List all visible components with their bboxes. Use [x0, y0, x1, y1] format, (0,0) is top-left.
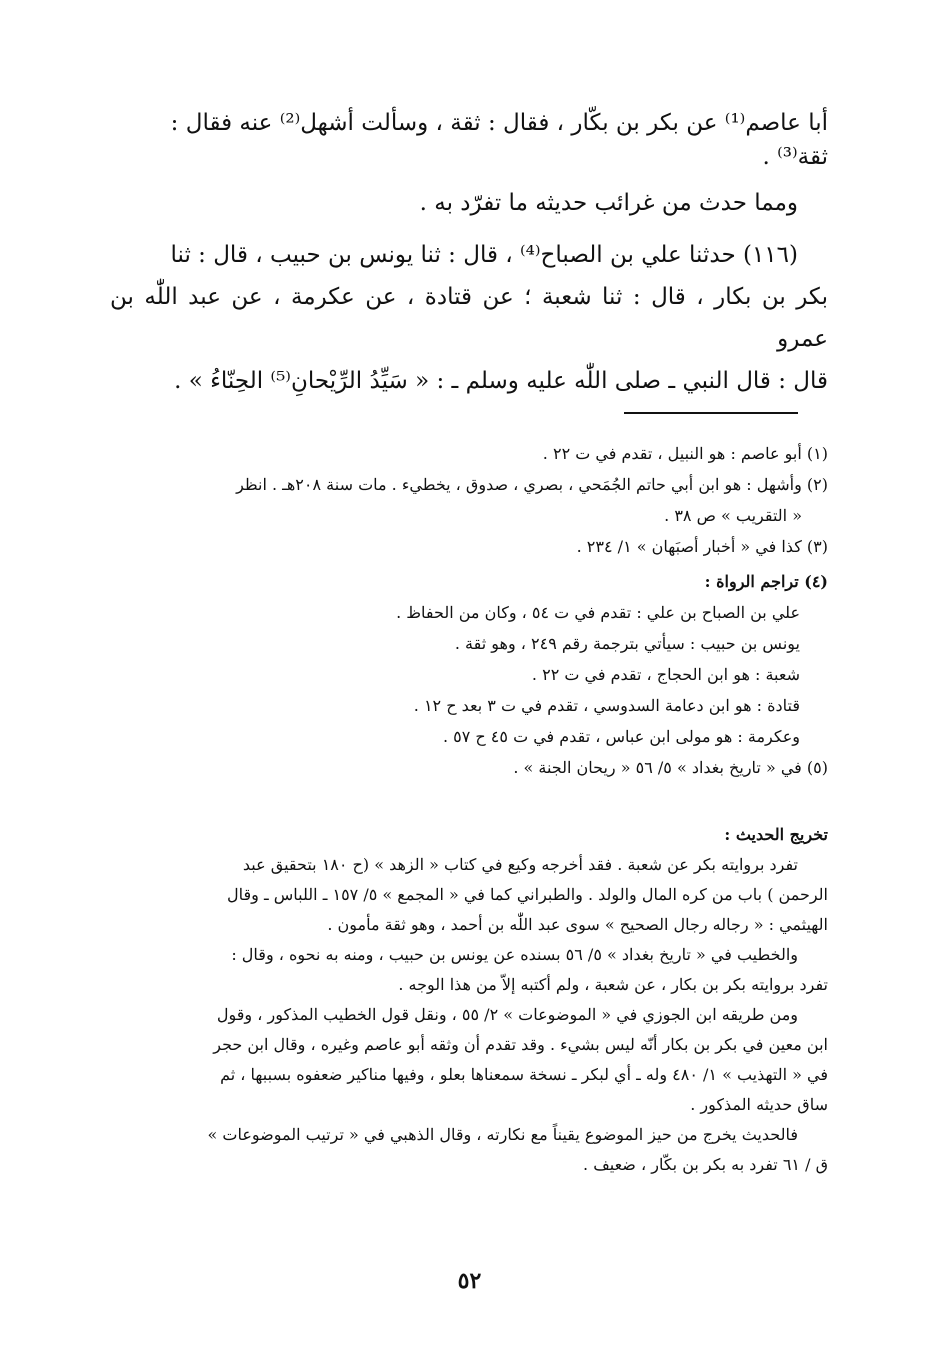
footnote-3: (٣) كذا في « أخبار أصبَهان » ١/ ٢٣٤ . [576, 537, 828, 556]
hadith-line: بكر بن بكار ، قال : ثنا شعبة ؛ عن قتادة ، عن عكرمة ، عن عبد اللّٰه بن عمرو [110, 284, 828, 352]
footnote-4: (٤) تراجم الرواة : [704, 572, 828, 591]
takhrij-section [110, 820, 828, 1180]
footnote-2: (٢) وأشهل : هو ابن أبي حاتم الجُمَحي ، بصري ، صدوق ، يخطيء . مات سنة ٢٠٨هـ . انظر [236, 475, 828, 494]
takhrij-line: في « التهذيب » ١/ ٤٨٠ وله ـ أي لبكر ـ نسخة سمعناها بعلو ، وفيها مناكير ضعفوه بسببها ، ثم [220, 1065, 828, 1084]
page-number: ٥٢ [457, 1268, 482, 1294]
rawi-line: وعكرمة : هو مولى ابن عباس ، تقدم في ت ٤٥ ح ٥٧ . [442, 727, 800, 746]
rawi-line: يونس بن حبيب : سيأتي بترجمة رقم ٢٤٩ ، وهو ثقة . [454, 634, 800, 653]
footnote-2-cont: « التقريب » ص ٣٨ . [664, 506, 802, 525]
footnote-divider [624, 412, 798, 414]
takhrij-line: تفرد بروايته بكر عن شعبة . فقد أخرجه وكيع في كتاب « الزهد » (ح ١٨٠ بتحقيق عبد [242, 855, 798, 874]
takhrij-line: تفرد بروايته بكر بن بكار ، عن شعبة ، ولم أكتبه إلاّ من هذا الوجه . [398, 975, 828, 994]
takhrij-heading: تخريج الحديث : [724, 825, 828, 844]
hadith-line: (١١٦) حدثنا علي بن الصباح⁽⁴⁾ ، قال : ثنا يونس بن حبيب ، قال : ثنا [170, 242, 798, 268]
main-line: أبا عاصم⁽¹⁾ عن بكر بن بكّار ، فقال : ثقة ، وسألت أشهل⁽²⁾ عنه فقال : [170, 110, 828, 136]
takhrij-line: ابن معين في بكر بن بكار أنّه ليس بشيء . وقد تقدم أن وثقه أبو عاصم وغيره ، وقال ابن حجر [213, 1035, 828, 1054]
main-line: ومما حدث من غرائب حديثه ما تفرّد به . [419, 190, 798, 216]
takhrij-line: فالحديث يخرج من حيز الموضوع يقيناً مع نكارته ، وقال الذهبي في « ترتيب الموضوعات » [207, 1125, 798, 1144]
footnote-1: (١) أبو عاصم : هو النبيل ، تقدم في ت ٢٢ . [542, 444, 828, 463]
takhrij-line: الرحمن ) باب من كره المال والولد . والطبراني كما في « المجمع » ٥/ ١٥٧ ـ اللباس ـ وقال [227, 885, 828, 904]
hadith-line: قال : قال النبي ـ صلى اللّٰه عليه وسلم ـ : « سَيِّدُ الرِّيْحانِ⁽⁵⁾ الحِنّاءُ » . [174, 368, 828, 394]
footnote-5: (٥) في « تاريخ بغداد » ٥/ ٥٦ « ريحان الجنة » . [513, 758, 828, 777]
takhrij-line: ساق حديثه المذكور . [690, 1095, 828, 1114]
main-line: ثقة⁽³⁾ . [762, 144, 828, 170]
takhrij-line: ق / ٦١ تفرد به بكر بن بكّار ، ضعيف . [583, 1155, 828, 1174]
takhrij-line: ومن طريقه ابن الجوزي في « الموضوعات » ٢/ ٥٥ ، ونقل قول الخطيب المذكور ، وقول [216, 1005, 798, 1024]
footnotes [110, 438, 828, 783]
takhrij-line: والخطيب في « تاريخ بغداد » ٥/ ٥٦ بسنده عن يونس بن حبيب ، ومنه به نحوه ، وقال : [231, 945, 798, 964]
takhrij-line: الهيثمي : « رجاله رجال الصحيح » سوى عبد اللّٰه بن أحمد ، وهو ثقة مأمون . [327, 915, 828, 934]
rawi-line: قتادة : هو ابن دعامة السدوسي ، تقدم في ت ٣ بعد ح ١٢ . [413, 696, 800, 715]
rawi-line: شعبة : هو ابن الحجاج ، تقدم في ت ٢٢ . [531, 665, 800, 684]
rawi-line: علي بن الصباح بن علي : تقدم في ت ٥٤ ، وكان من الحفاظ . [396, 603, 800, 622]
main-text [110, 102, 828, 402]
